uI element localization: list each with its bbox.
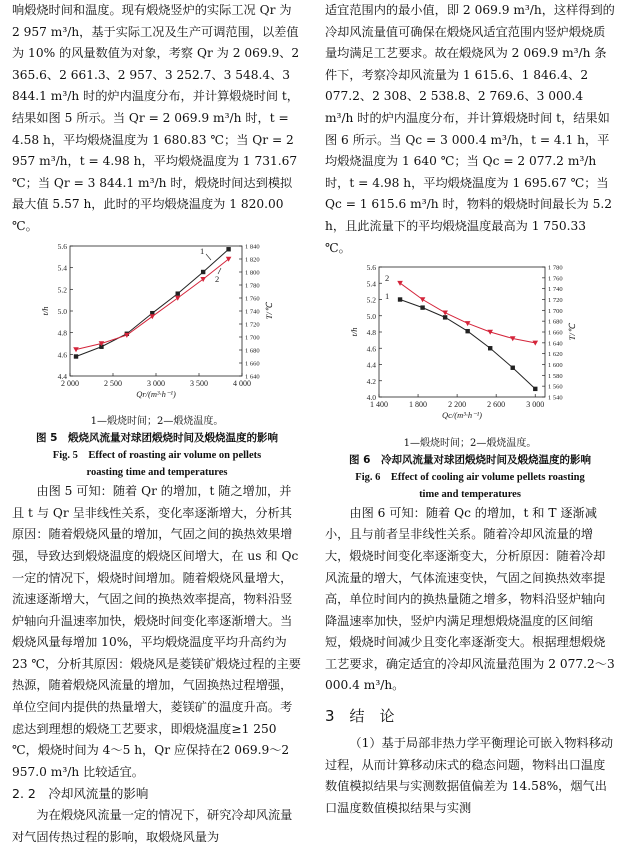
series-1-line bbox=[76, 249, 229, 356]
fig5-note: 1—煅烧时间；2—煅烧温度。 bbox=[90, 416, 224, 428]
x-axis-label: Qc/(m³·h⁻¹) bbox=[441, 410, 483, 421]
x-tick-label: 2 200 bbox=[448, 400, 467, 410]
x-tick-label: 3 000 bbox=[147, 378, 165, 388]
x-tick-label: 4 000 bbox=[233, 378, 251, 388]
y-left-tick-label: 5.6 bbox=[366, 263, 376, 273]
series-1-point bbox=[176, 291, 180, 295]
fig5-chart bbox=[12, 238, 302, 406]
y-right-tick-label: 1 600 bbox=[548, 362, 563, 370]
y-right-tick-label: 1 640 bbox=[548, 340, 563, 348]
series-2-point bbox=[442, 311, 448, 316]
x-tick-label: 2 500 bbox=[104, 378, 122, 388]
y-right-tick-label: 1 680 bbox=[245, 347, 260, 355]
plot-frame bbox=[379, 267, 545, 397]
left-column bbox=[12, 0, 302, 848]
y-left-tick-label: 4.6 bbox=[57, 349, 67, 359]
series-2-label: 2 bbox=[215, 273, 220, 284]
plot-frame bbox=[70, 246, 242, 376]
series-1-label: 1 bbox=[200, 245, 205, 256]
y-left-tick-label: 5.2 bbox=[366, 295, 376, 305]
paragraph: 由图 5 可知：随着 Qr 的增加，t 随之增加，并且 t 与 Qr 呈非线性关系，变化率逐渐增大，分析其原因：随着煅烧风量的增加，气固之间的换热效果增强，导致达到煅烧温度的煅烧区间增大，在 us 和 Qc 一定的情况下，煅烧时间增加。随着煅烧风量增大，流速逐渐增大，气固之间的换热效率提高，物料沿竖炉轴向升温速率加快，煅烧时间变化率逐渐增大。当煅烧风量每增加 10%，平均煅烧温度平均升高约为 23 ℃，分析其原因：煅烧风是菱镁矿煅烧过程的主要热源，随着煅烧风流量的增加，气固换热过程增强，单位空间内提供的热量增大，菱镁矿的温度升高。考虑达到理想的煅烧工艺要求，即煅烧温度≥1 250 ℃，煅烧时间为 4～5 h，Qr 应保持在2 069.9～2 957.0 m³/h 比较适宜。 bbox=[12, 484, 301, 779]
y-right-tick-label: 1 660 bbox=[548, 329, 563, 337]
series-1-point bbox=[226, 247, 230, 251]
y-left-axis-label: t/h bbox=[40, 306, 50, 316]
series-2-point bbox=[532, 341, 538, 346]
series-2-point bbox=[73, 347, 79, 352]
x-tick-label: 2 000 bbox=[61, 378, 79, 388]
y-right-tick-label: 1 780 bbox=[548, 264, 563, 272]
series-2-line bbox=[400, 283, 535, 343]
paragraph: 为在煅烧风流量一定的情况下，研究冷却风流量对气固传热过程的影响，取煅烧风量为 bbox=[12, 808, 293, 844]
series-1-point bbox=[465, 329, 469, 333]
y-right-tick-label: 1 760 bbox=[548, 275, 563, 283]
y-right-tick-label: 1 640 bbox=[245, 373, 260, 381]
series-1-label: 1 bbox=[385, 291, 390, 302]
series-2-label: 2 bbox=[385, 273, 390, 284]
series-1-leader bbox=[206, 254, 211, 260]
y-left-tick-label: 4.4 bbox=[366, 360, 376, 370]
series-1-point bbox=[511, 366, 515, 370]
y-left-tick-label: 5.0 bbox=[366, 311, 376, 321]
series-1-point bbox=[443, 315, 447, 319]
y-left-axis-label: t/h bbox=[349, 327, 359, 337]
y-right-tick-label: 1 540 bbox=[548, 394, 563, 402]
y-left-tick-label: 4.0 bbox=[366, 393, 376, 403]
y-right-axis-label: T/℃ bbox=[567, 323, 577, 341]
y-left-tick-label: 4.8 bbox=[366, 328, 376, 338]
series-1-point bbox=[488, 346, 492, 350]
fig6-note: 1—煅烧时间；2—煅烧温度。 bbox=[403, 437, 537, 449]
x-tick-label: 2 600 bbox=[487, 400, 506, 410]
y-right-tick-label: 1 580 bbox=[548, 372, 563, 380]
y-right-tick-label: 1 720 bbox=[548, 297, 563, 305]
fig5-caption-zh: 图 5 煅烧风流量对球团煅烧时间及煅烧温度的影响 bbox=[36, 432, 278, 445]
y-left-tick-label: 5.0 bbox=[57, 306, 67, 316]
y-right-tick-label: 1 780 bbox=[245, 282, 260, 290]
y-left-tick-label: 4.8 bbox=[57, 328, 67, 338]
series-1-point bbox=[420, 306, 424, 310]
right-column bbox=[325, 0, 615, 819]
series-2-point bbox=[397, 281, 403, 286]
fig5-caption-en-line2: roasting time and temperatures bbox=[86, 467, 228, 479]
paragraph: 响煅烧时间和温度。现有煅烧竖炉的实际工况 Qr 为 2 957 m³/h，基于实际工况及生产可调范围，以差值为 10% 的风量数值为对象，考察 Qr 为 2 069.9、2 365.6、2 661.3、2 957、3 252.7、3 548.4、3 844.1 m³/h 时的炉内温度分布，并计算煅烧时间 t，结果如图 5 所示。当 Qr = 2 069.9 m³/h 时，t = 4.58 h，平均煅烧温度为 1 680.83 ℃；当 Qr = 2 957 m³/h，t = 4.98 h，平均煅烧温度为 1 731.67 ℃；当 Qr = 3 844.1 m³/h 时，煅烧时间达到模拟最大值 5.57 h，此时的平均煅烧温度为 1 820.00 ℃。 bbox=[12, 3, 300, 233]
fig5-caption-en-line1: Fig. 5 Effect of roasting air volume on pellets bbox=[52, 450, 262, 462]
y-right-tick-label: 1 840 bbox=[245, 243, 260, 251]
y-left-tick-label: 4.2 bbox=[366, 376, 376, 386]
y-left-tick-label: 5.4 bbox=[57, 263, 67, 273]
section-heading: 2. 2 冷却风流量的影响 bbox=[12, 786, 149, 802]
series-2-point bbox=[420, 297, 426, 302]
fig6-caption-zh: 图 6 冷却风流量对球团煅烧时间及煅烧温度的影响 bbox=[349, 453, 591, 466]
y-right-tick-label: 1 800 bbox=[245, 269, 260, 277]
y-right-tick-label: 1 720 bbox=[245, 321, 260, 329]
series-2-point bbox=[175, 295, 181, 300]
y-right-tick-label: 1 740 bbox=[548, 286, 563, 294]
section-heading: 3 结 论 bbox=[325, 707, 395, 726]
y-right-tick-label: 1 740 bbox=[245, 308, 260, 316]
paragraph: 由图 6 可知：随着 Qc 的增加，t 和 T 逐渐减小，且与前者呈非线性关系。随着冷却风流量的增大，煅烧时间变化率逐渐变大，分析原因：随着冷却风流量的增大，气体流速变快，气固之间换热效率提高，单位时间内的换热量随之增多，物料沿竖炉轴向降温速率加快，竖炉内满足理想煅烧温度的区间缩短，煅烧时间减少且变化率逐渐变大。根据理想煅烧工艺要求，确定适宜的冷却风流量范围为 2 077.2～3 000.4 m³/h。 bbox=[325, 505, 615, 693]
y-left-tick-label: 5.2 bbox=[57, 284, 67, 294]
series-1-point bbox=[533, 387, 537, 391]
figure-5 bbox=[12, 238, 302, 482]
series-1-point bbox=[74, 354, 78, 358]
series-2-line bbox=[76, 259, 229, 349]
y-left-tick-label: 4.6 bbox=[366, 344, 376, 354]
y-right-tick-label: 1 700 bbox=[548, 307, 563, 315]
paragraph: （1）基于局部非热力学平衡理论可嵌入物料移动过程，从而计算移动床式的稳态问题，物料出口温度数值模拟结果与实测数据值偏差为 14.58%，烟气出口温度数值模拟结果与实测 bbox=[325, 736, 614, 815]
series-1-line bbox=[400, 300, 535, 389]
fig6-chart bbox=[325, 259, 615, 427]
y-right-axis-label: T/℃ bbox=[264, 302, 274, 319]
paragraph: 适宜范围内的最小值，即 2 069.9 m³/h，这样得到的冷却风流量值可确保在煅烧风适宜范围内竖炉煅烧质量均满足工艺要求。故在煅烧风为 2 069.9 m³/h 条件下，考察冷却风流量为 1 615.6、1 846.4、2 077.2、2 308、2 538.8、2 769.6、3 000.4 m³/h 时的炉内温度分布，并计算煅烧时间 t，结果如图 6 所示。当 Qc = 3 000.4 m³/h，t = 4.1 h，平均煅烧温度为 1 640 ℃；当 Qc = 2 077.2 m³/h 时，t = 4.98 h，平均煅烧温度为 1 695.67 ℃；当 Qc = 1 615.6 m³/h 时，物料的煅烧时间最长为 5.2 h，且此流量下的平均煅烧温度最高为 1 750.33 ℃。 bbox=[325, 3, 615, 255]
y-left-tick-label: 5.4 bbox=[366, 279, 376, 289]
y-right-tick-label: 1 700 bbox=[245, 334, 260, 342]
fig6-caption-en-line2: time and temperatures bbox=[419, 488, 521, 500]
y-left-tick-label: 5.6 bbox=[57, 241, 67, 251]
x-axis-label: Qr/(m³·h⁻¹) bbox=[136, 388, 176, 399]
series-1-point bbox=[398, 297, 402, 301]
y-right-tick-label: 1 820 bbox=[245, 256, 260, 264]
y-right-tick-label: 1 620 bbox=[548, 351, 563, 359]
series-1-point bbox=[201, 269, 205, 273]
y-right-tick-label: 1 560 bbox=[548, 383, 563, 391]
y-left-tick-label: 4.4 bbox=[57, 371, 67, 381]
x-tick-label: 1 800 bbox=[409, 400, 428, 410]
y-right-tick-label: 1 760 bbox=[245, 295, 260, 303]
x-tick-label: 1 400 bbox=[370, 400, 388, 410]
x-tick-label: 3 000 bbox=[526, 400, 545, 410]
fig6-caption-en-line1: Fig. 6 Effect of cooling air volume pellets roasting bbox=[355, 471, 585, 483]
y-right-tick-label: 1 680 bbox=[548, 318, 563, 326]
y-right-tick-label: 1 660 bbox=[245, 360, 260, 368]
figure-6 bbox=[325, 259, 615, 503]
x-tick-label: 3 500 bbox=[190, 378, 208, 388]
